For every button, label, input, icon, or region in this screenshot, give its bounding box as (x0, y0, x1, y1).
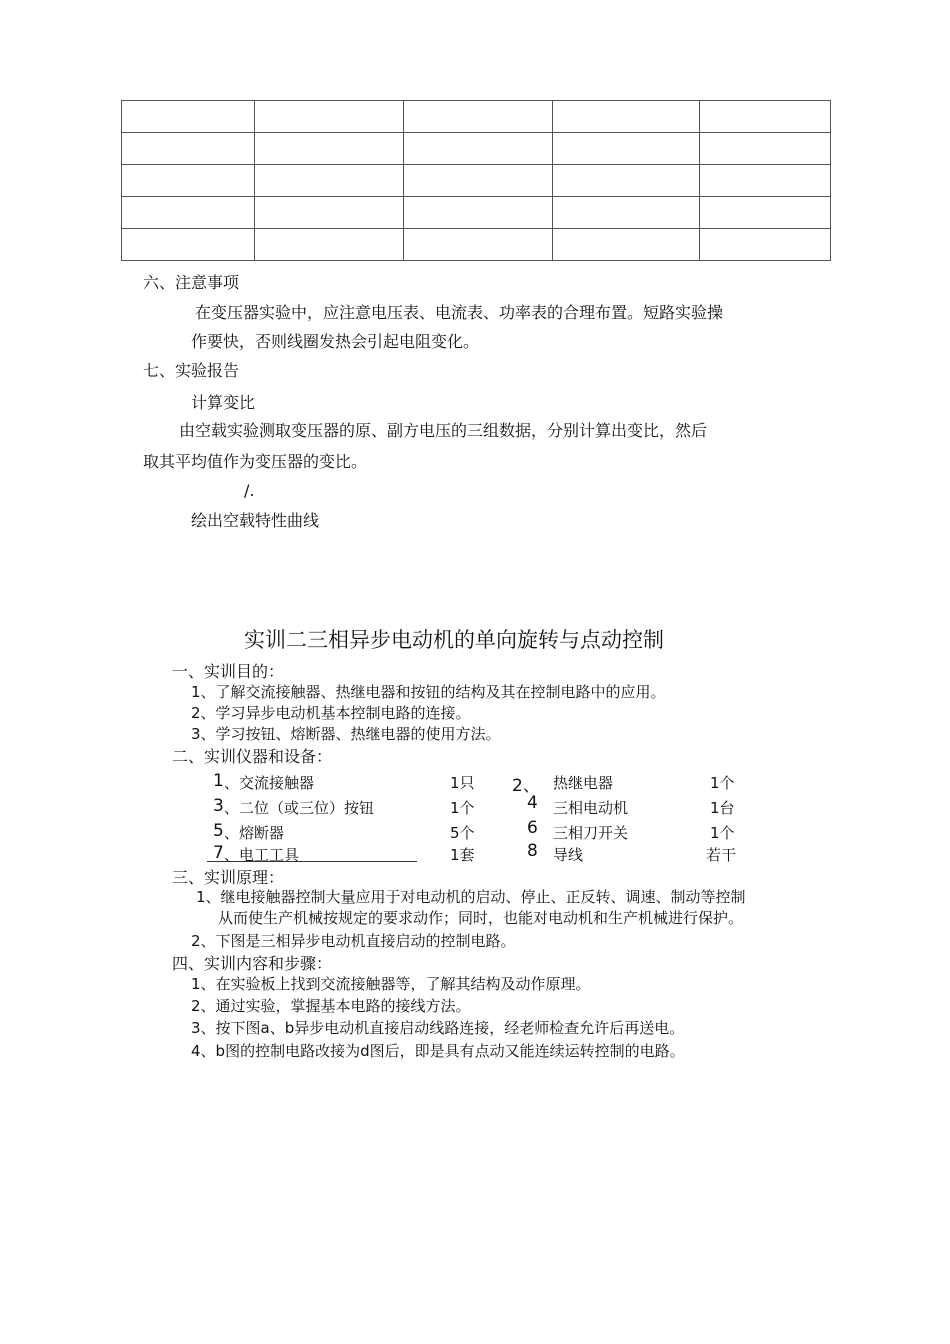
equipment-number: 3 (213, 796, 224, 816)
table-cell (255, 101, 404, 133)
table-cell (122, 101, 255, 133)
equipment-number: 4 (527, 793, 538, 813)
page-title: 实训二三相异步电动机的单向旋转与点动控制 (244, 628, 664, 652)
equipment-name: 导线 (553, 846, 584, 864)
empty-data-table (121, 100, 831, 261)
list-item: 4、b图的控制电路改接为d图后，即是具有点动又能连续运转控制的电路。 (191, 1042, 685, 1060)
section-heading-goals: 一、实训目的： (172, 662, 285, 681)
equipment-number: 2、 (512, 776, 540, 796)
table-cell (553, 165, 700, 197)
table-cell (255, 197, 404, 229)
list-item: 1、了解交流接触器、热继电器和按钮的结构及其在控制电路中的应用。 (191, 683, 666, 701)
paragraph-line: 1、继电接触器控制大量应用于对电动机的启动、停止、正反转、调速、制动等控制 (196, 888, 746, 906)
table-cell (553, 229, 700, 261)
equipment-number: 6 (527, 818, 538, 838)
equipment-number: 1 (213, 771, 224, 791)
subheading-curve: 绘出空载特性曲线 (191, 511, 320, 530)
equipment-name: 、熔断器 (224, 824, 285, 842)
equipment-quantity: 1台 (710, 799, 735, 817)
equipment-quantity: 1个 (710, 824, 735, 842)
table-cell (553, 133, 700, 165)
section-heading-principle: 三、实训原理： (172, 868, 285, 887)
table-row (122, 101, 831, 133)
equipment-quantity: 1个 (450, 799, 475, 817)
equipment-quantity: 1只 (450, 774, 475, 792)
equipment-number: 7 (213, 843, 224, 863)
table-row (122, 197, 831, 229)
equipment-name: 、二位（或三位）按钮 (224, 799, 375, 817)
table-cell (122, 133, 255, 165)
table-cell (122, 229, 255, 261)
equipment-name: 、电工工具 (224, 846, 300, 864)
table-cell (404, 229, 553, 261)
table-cell (255, 165, 404, 197)
table-cell (700, 101, 831, 133)
paragraph-line: 2、下图是三相异步电动机直接启动的控制电路。 (191, 932, 516, 950)
underline-rule (207, 861, 417, 862)
table-cell (122, 197, 255, 229)
table-cell (404, 133, 553, 165)
table-row (122, 133, 831, 165)
equipment-number: 5 (213, 821, 224, 841)
section-heading-steps: 四、实训内容和步骤： (172, 954, 333, 973)
table-cell (553, 197, 700, 229)
table-cell (404, 165, 553, 197)
list-item: 3、按下图a、b异步电动机直接启动线路连接，经老师检查允许后再送电。 (191, 1019, 685, 1037)
table-cell (404, 101, 553, 133)
table-cell (122, 165, 255, 197)
list-item: 1、在实验板上找到交流接触器等，了解其结构及动作原理。 (191, 975, 591, 993)
equipment-name: 三相电动机 (553, 799, 629, 817)
subheading-ratio: 计算变比 (191, 393, 256, 412)
equipment-quantity: 若干 (706, 846, 737, 864)
table-cell (255, 229, 404, 261)
list-item: 3、学习按钮、熔断器、热继电器的使用方法。 (191, 725, 501, 743)
table-row (122, 229, 831, 261)
list-item: 2、通过实验，掌握基本电路的接线方法。 (191, 997, 471, 1015)
table-cell (553, 101, 700, 133)
table-cell (404, 197, 553, 229)
paragraph-line: 取其平均值作为变压器的变比。 (143, 452, 368, 471)
paragraph-line: 作要快，否则线圈发热会引起电阻变化。 (191, 332, 480, 351)
table-cell (700, 197, 831, 229)
section-heading-precautions: 六、注意事项 (143, 273, 240, 292)
equipment-quantity: 1套 (450, 846, 475, 864)
equipment-name: 三相刀开关 (553, 824, 629, 842)
table-cell (700, 133, 831, 165)
table-cell (255, 133, 404, 165)
equipment-number: 8 (527, 841, 538, 861)
paragraph-line: 在变压器实验中，应注意电压表、电流表、功率表的合理布置。短路实验操 (195, 303, 724, 322)
table-row (122, 165, 831, 197)
equipment-name: 热继电器 (553, 774, 614, 792)
equipment-quantity: 5个 (450, 824, 475, 842)
table-cell (700, 229, 831, 261)
section-heading-report: 七、实验报告 (143, 361, 240, 380)
paragraph-line: 从而使生产机械按规定的要求动作；同时，也能对电动机和生产机械进行保护。 (218, 909, 744, 927)
equipment-name: 、交流接触器 (224, 774, 315, 792)
equipment-quantity: 1个 (710, 774, 735, 792)
section-heading-equipment: 二、实训仪器和设备： (172, 747, 333, 766)
paragraph-line: 由空载实验测取变压器的原、副方电压的三组数据，分别计算出变比，然后 (179, 421, 708, 440)
table-cell (700, 165, 831, 197)
list-item: 2、学习异步电动机基本控制电路的连接。 (191, 704, 471, 722)
stray-mark: /. (244, 481, 255, 500)
